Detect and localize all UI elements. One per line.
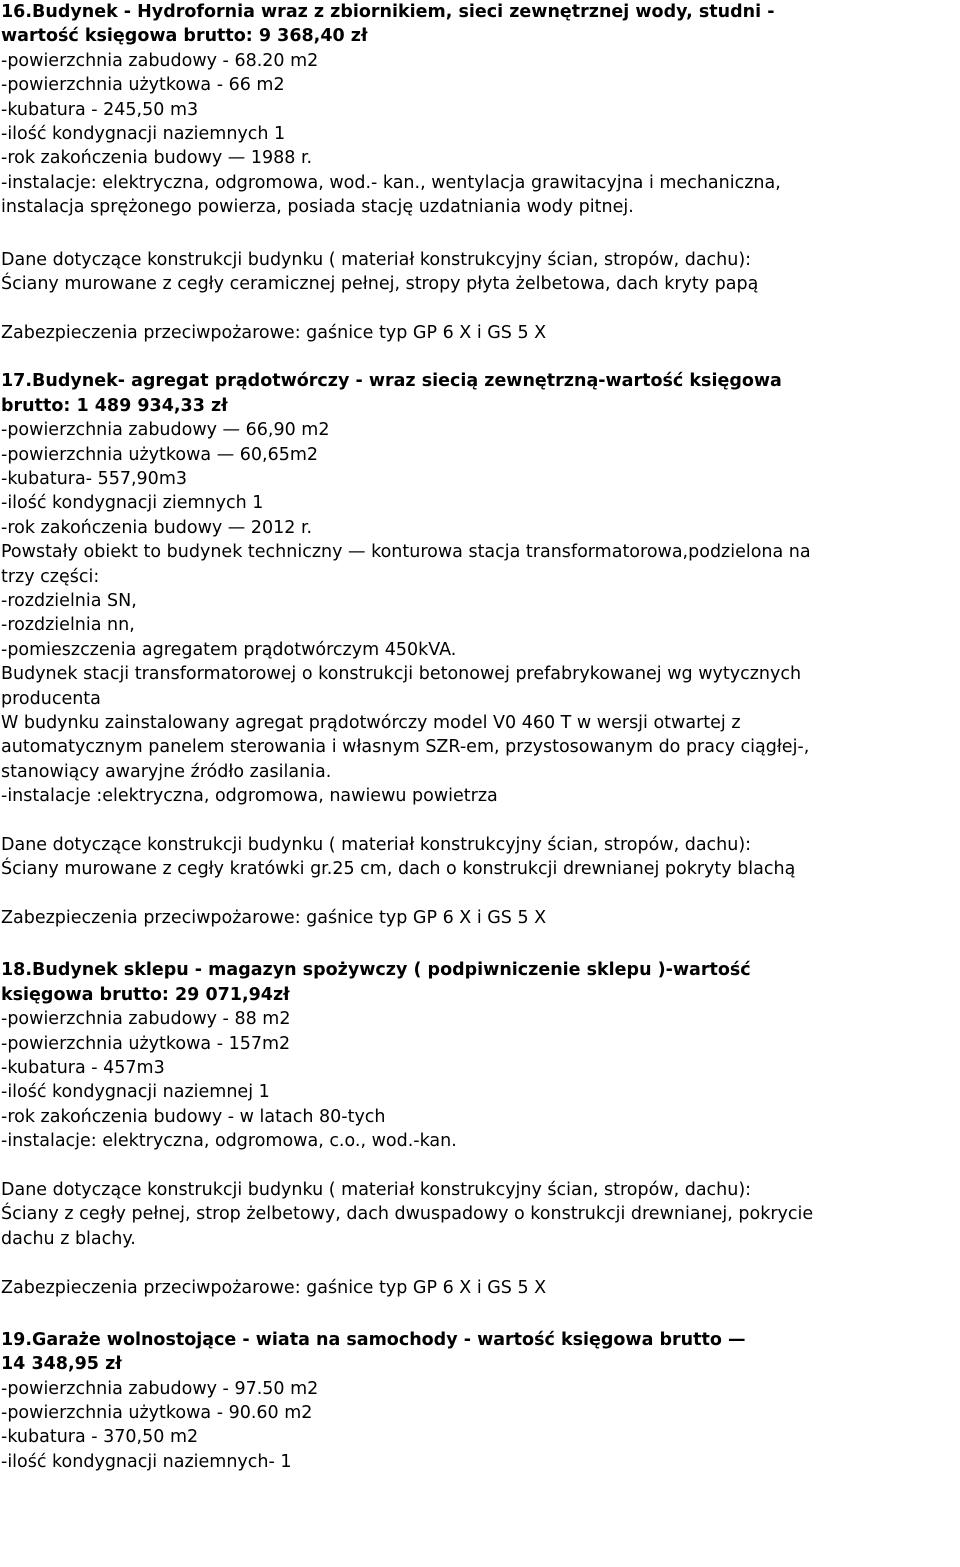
detail-line: -rozdzielnia nn, (1, 615, 135, 636)
detail-line: -rok zakończenia budowy — 1988 r. (1, 148, 313, 169)
detail-line: W budynku zainstalowany agregat prądotwórczy model V0 460 T w wersji otwartej z (1, 712, 741, 733)
detail-line: -ilość kondygnacji ziemnych 1 (1, 493, 264, 514)
detail-line: -powierzchnia zabudowy - 68.20 m2 (1, 50, 319, 71)
section-heading-value: wartość księgowa brutto: 9 368,40 zł (1, 26, 368, 47)
section-heading: 17.Budynek- agregat prądotwórczy - wraz siecią zewnętrzną-wartość księgowa (1, 371, 782, 392)
detail-line: -instalacje :elektryczna, odgromowa, nawiewu powietrza (1, 786, 498, 807)
construction-label: Dane dotyczące konstrukcji budynku ( materiał konstrukcyjny ścian, stropów, dachu): (1, 249, 752, 270)
detail-line: stanowiący awaryjne źródło zasilania. (1, 761, 332, 782)
detail-line: -rok zakończenia budowy — 2012 r. (1, 517, 313, 538)
fire-protection: Zabezpieczenia przeciwpożarowe: gaśnice typ GP 6 X i GS 5 X (1, 322, 547, 343)
detail-line: -kubatura - 457m3 (1, 1058, 165, 1079)
detail-line: -powierzchnia zabudowy — 66,90 m2 (1, 420, 330, 441)
detail-line: -powierzchnia zabudowy - 97.50 m2 (1, 1378, 319, 1399)
detail-line: trzy części: (1, 566, 100, 587)
detail-line: instalacja sprężonego powierza, posiada stację uzdatniania wody pitnej. (1, 197, 634, 218)
detail-line: -rok zakończenia budowy - w latach 80-tych (1, 1106, 386, 1127)
section-heading-value: księgowa brutto: 29 071,94zł (1, 984, 290, 1005)
construction-label: Dane dotyczące konstrukcji budynku ( materiał konstrukcyjny ścian, stropów, dachu): (1, 1179, 752, 1200)
detail-line: -rozdzielnia SN, (1, 590, 137, 611)
detail-line: -pomieszczenia agregatem prądotwórczym 450kVA. (1, 639, 457, 660)
detail-line: -powierzchnia użytkowa - 90.60 m2 (1, 1403, 313, 1424)
section-heading-value: brutto: 1 489 934,33 zł (1, 395, 228, 416)
detail-line: -powierzchnia użytkowa - 157m2 (1, 1033, 291, 1054)
section-19 (1, 1328, 960, 1474)
detail-line: -instalacje: elektryczna, odgromowa, wod.- kan., wentylacja grawitacyjna i mechaniczna, (1, 172, 781, 193)
section-heading: 19.Garaże wolnostojące - wiata na samochody - wartość księgowa brutto — (1, 1329, 746, 1350)
detail-line: automatycznym panelem sterowania i własnym SZR-em, przystosowanym do pracy ciągłej-, (1, 737, 810, 758)
detail-line: -kubatura- 557,90m3 (1, 469, 187, 490)
section-heading-value: 14 348,95 zł (1, 1354, 122, 1375)
construction-text: Ściany murowane z cegły kratówki gr.25 cm, dach o konstrukcji drewnianej pokryty blachą (1, 859, 796, 880)
detail-line: -powierzchnia zabudowy - 88 m2 (1, 1009, 291, 1030)
section-17 (1, 369, 960, 958)
construction-text: dachu z blachy. (1, 1228, 136, 1249)
construction-label: Dane dotyczące konstrukcji budynku ( materiał konstrukcyjny ścian, stropów, dachu): (1, 834, 752, 855)
construction-text: Ściany z cegły pełnej, strop żelbetowy, dach dwuspadowy o konstrukcji drewnianej, pokrycie (1, 1204, 814, 1225)
detail-line: -instalacje: elektryczna, odgromowa, c.o., wod.-kan. (1, 1131, 457, 1152)
fire-protection: Zabezpieczenia przeciwpożarowe: gaśnice typ GP 6 X i GS 5 X (1, 908, 547, 929)
detail-line: -kubatura - 370,50 m2 (1, 1427, 199, 1448)
fire-protection: Zabezpieczenia przeciwpożarowe: gaśnice typ GP 6 X i GS 5 X (1, 1277, 547, 1298)
detail-line: Budynek stacji transformatorowej o konstrukcji betonowej prefabrykowanej wg wytycznych (1, 664, 802, 685)
section-heading: 16.Budynek - Hydrofornia wraz z zbiornikiem, sieci zewnętrznej wody, studni - (1, 2, 775, 22)
detail-line: -powierzchnia użytkowa — 60,65m2 (1, 444, 319, 465)
detail-line: -ilość kondygnacji naziemnych- 1 (1, 1451, 292, 1472)
detail-line: producenta (1, 688, 101, 709)
detail-line: -ilość kondygnacji naziemnych 1 (1, 123, 286, 144)
detail-line: -powierzchnia użytkowa - 66 m2 (1, 75, 285, 96)
section-16 (1, 0, 960, 369)
section-18 (1, 958, 960, 1327)
construction-text: Ściany murowane z cegły ceramicznej pełnej, stropy płyta żelbetowa, dach kryty papą (1, 273, 759, 294)
section-heading: 18.Budynek sklepu - magazyn spożywczy ( podpiwniczenie sklepu )-wartość (1, 960, 751, 981)
detail-line: -ilość kondygnacji naziemnej 1 (1, 1082, 270, 1103)
detail-line: Powstały obiekt to budynek techniczny — konturowa stacja transformatorowa,podzielona na (1, 542, 811, 563)
detail-line: -kubatura - 245,50 m3 (1, 99, 199, 120)
